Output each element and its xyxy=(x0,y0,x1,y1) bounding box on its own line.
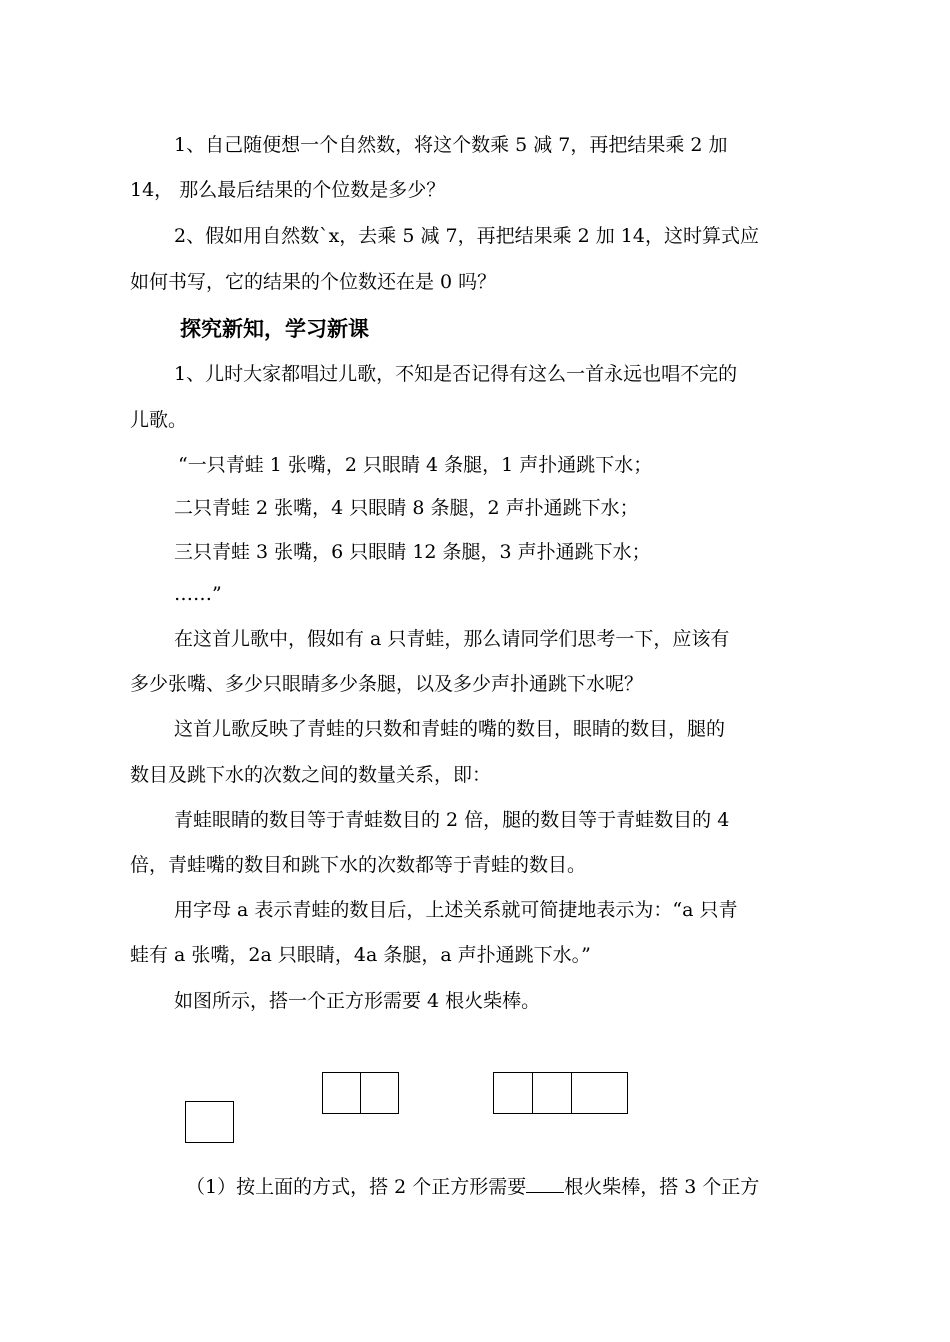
paragraph-3-line1: 这首儿歌反映了青蛙的只数和青蛙的嘴的数目，眼睛的数目，腿的 xyxy=(174,718,726,740)
paragraph-3-line2: 数目及跳下水的次数之间的数量关系，即： xyxy=(130,764,492,786)
square-cell xyxy=(361,1073,398,1113)
square-cell xyxy=(572,1073,627,1113)
song-line-3: 三只青蛙 3 张嘴，6 只眼睛 12 条腿，3 声扑通跳下水； xyxy=(174,541,651,563)
answer-blank[interactable] xyxy=(526,1174,564,1193)
review-q2-line1: 2、假如用自然数`x，去乘 5 减 7，再把结果乘 2 加 14，这时算式应 xyxy=(174,225,759,247)
square-cell xyxy=(323,1073,361,1113)
paragraph-2-line1: 在这首儿歌中，假如有 a 只青蛙，那么请同学们思考一下，应该有 xyxy=(174,628,730,650)
paragraph-2-line2: 多少张嘴、多少只眼睛多少条腿，以及多少声扑通跳下水呢？ xyxy=(130,673,644,695)
figure-two-squares xyxy=(322,1072,399,1114)
square-cell xyxy=(533,1073,572,1113)
figure-one-square xyxy=(185,1101,234,1143)
square-cell xyxy=(186,1102,233,1142)
review-q2-line2: 如何书写，它的结果的个位数还在是 0 吗？ xyxy=(130,271,497,293)
review-q1-line2: 14， 那么最后结果的个位数是多少？ xyxy=(130,179,446,201)
song-line-4: ……” xyxy=(174,583,222,605)
paragraph-1-line2: 儿歌。 xyxy=(130,409,188,431)
paragraph-5-line2: 蛙有 a 张嘴，2a 只眼睛，4a 条腿，a 声扑通跳下水。” xyxy=(130,944,591,966)
question-1-prefix: （1）按上面的方式，搭 2 个正方形需要 xyxy=(186,1176,527,1198)
question-1-suffix: 根火柴棒，搭 3 个正方 xyxy=(564,1176,760,1198)
paragraph-6-line1: 如图所示，搭一个正方形需要 4 根火柴棒。 xyxy=(174,990,541,1012)
question-1 xyxy=(186,1174,759,1199)
paragraph-4-line1: 青蛙眼睛的数目等于青蛙数目的 2 倍，腿的数目等于青蛙数目的 4 xyxy=(174,809,730,831)
paragraph-5-line1: 用字母 a 表示青蛙的数目后，上述关系就可简捷地表示为：“a 只青 xyxy=(174,899,738,921)
song-line-2: 二只青蛙 2 张嘴，4 只眼睛 8 条腿，2 声扑通跳下水； xyxy=(174,497,639,519)
section-title: 探究新知，学习新课 xyxy=(180,316,369,341)
song-line-1: “一只青蛙 1 张嘴，2 只眼睛 4 条腿，1 声扑通跳下水； xyxy=(178,454,653,476)
review-q1-line1: 1、自己随便想一个自然数，将这个数乘 5 减 7，再把结果乘 2 加 xyxy=(174,134,728,156)
square-cell xyxy=(494,1073,533,1113)
paragraph-1-line1: 1、儿时大家都唱过儿歌，不知是否记得有这么一首永远也唱不完的 xyxy=(174,363,738,385)
figure-three-squares xyxy=(493,1072,628,1114)
paragraph-4-line2: 倍，青蛙嘴的数目和跳下水的次数都等于青蛙的数目。 xyxy=(130,854,587,876)
